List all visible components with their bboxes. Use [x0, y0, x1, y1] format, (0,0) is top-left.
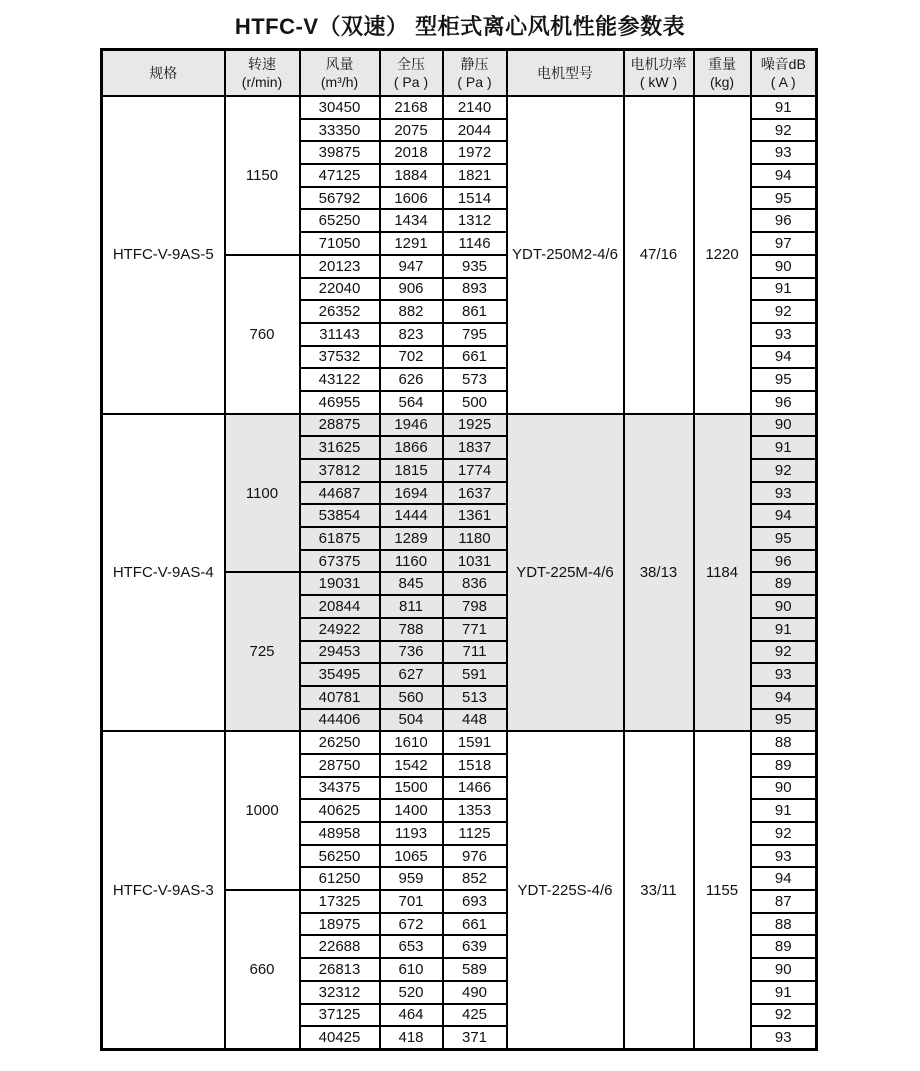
speed-cell: 1150	[225, 96, 300, 255]
static-pressure-cell: 1925	[443, 414, 507, 437]
noise-cell: 91	[751, 436, 817, 459]
airflow-cell: 71050	[300, 232, 380, 255]
total-pressure-cell: 626	[380, 368, 443, 391]
motor-power-cell: 38/13	[624, 414, 694, 732]
static-pressure-cell: 861	[443, 300, 507, 323]
noise-cell: 91	[751, 618, 817, 641]
header-line: ( Pa )	[393, 74, 429, 90]
noise-cell: 89	[751, 572, 817, 595]
noise-cell: 95	[751, 527, 817, 550]
airflow-cell: 46955	[300, 391, 380, 414]
header-line: ( kW )	[639, 74, 678, 90]
airflow-cell: 40625	[300, 799, 380, 822]
static-pressure-cell: 976	[443, 845, 507, 868]
header-line: 静压	[460, 55, 489, 72]
static-pressure-cell: 425	[443, 1004, 507, 1027]
airflow-cell: 67375	[300, 550, 380, 573]
airflow-cell: 61875	[300, 527, 380, 550]
total-pressure-cell: 1606	[380, 187, 443, 210]
header-line: ( A )	[770, 74, 796, 90]
noise-cell: 94	[751, 164, 817, 187]
airflow-cell: 47125	[300, 164, 380, 187]
static-pressure-cell: 371	[443, 1026, 507, 1049]
table-row	[102, 731, 817, 754]
airflow-cell: 26352	[300, 300, 380, 323]
total-pressure-cell: 1866	[380, 436, 443, 459]
airflow-cell: 22688	[300, 935, 380, 958]
total-pressure-cell: 560	[380, 686, 443, 709]
airflow-cell: 28875	[300, 414, 380, 437]
static-pressure-cell: 1466	[443, 777, 507, 800]
static-pressure-cell: 693	[443, 890, 507, 913]
noise-cell: 94	[751, 504, 817, 527]
header-cell	[300, 50, 380, 97]
noise-cell: 94	[751, 686, 817, 709]
weight-cell: 1155	[694, 731, 751, 1049]
static-pressure-cell: 1591	[443, 731, 507, 754]
speed-cell: 660	[225, 890, 300, 1049]
total-pressure-cell: 1542	[380, 754, 443, 777]
airflow-cell: 48958	[300, 822, 380, 845]
header-line: (kg)	[709, 74, 735, 90]
airflow-cell: 53854	[300, 504, 380, 527]
total-pressure-cell: 701	[380, 890, 443, 913]
static-pressure-cell: 771	[443, 618, 507, 641]
motor-model-cell: YDT-225M-4/6	[507, 414, 624, 732]
total-pressure-cell: 811	[380, 595, 443, 618]
noise-cell: 90	[751, 255, 817, 278]
total-pressure-cell: 2018	[380, 141, 443, 164]
noise-cell: 93	[751, 1026, 817, 1049]
noise-cell: 93	[751, 323, 817, 346]
header-cell	[380, 50, 443, 97]
total-pressure-cell: 464	[380, 1004, 443, 1027]
airflow-cell: 37125	[300, 1004, 380, 1027]
total-pressure-cell: 882	[380, 300, 443, 323]
airflow-cell: 32312	[300, 981, 380, 1004]
static-pressure-cell: 1312	[443, 209, 507, 232]
noise-cell: 95	[751, 709, 817, 732]
motor-model-cell: YDT-250M2-4/6	[507, 96, 624, 414]
spec-cell: HTFC-V-9AS-3	[102, 731, 225, 1049]
noise-cell: 95	[751, 368, 817, 391]
static-pressure-cell: 661	[443, 346, 507, 369]
noise-cell: 92	[751, 459, 817, 482]
total-pressure-cell: 1694	[380, 482, 443, 505]
airflow-cell: 40425	[300, 1026, 380, 1049]
total-pressure-cell: 788	[380, 618, 443, 641]
total-pressure-cell: 1815	[380, 459, 443, 482]
static-pressure-cell: 2044	[443, 119, 507, 142]
page-title: HTFC-V（双速） 型柜式离心风机性能参数表	[234, 14, 686, 39]
header-line: 电机功率	[630, 55, 687, 72]
airflow-cell: 44406	[300, 709, 380, 732]
static-pressure-cell: 661	[443, 913, 507, 936]
total-pressure-cell: 564	[380, 391, 443, 414]
airflow-cell: 31143	[300, 323, 380, 346]
header-line: 重量	[708, 55, 736, 72]
static-pressure-cell: 2140	[443, 96, 507, 119]
total-pressure-cell: 672	[380, 913, 443, 936]
airflow-cell: 17325	[300, 890, 380, 913]
total-pressure-cell: 823	[380, 323, 443, 346]
header-line: 噪音dB	[760, 55, 806, 72]
table-body	[102, 96, 817, 1049]
static-pressure-cell: 500	[443, 391, 507, 414]
noise-cell: 93	[751, 663, 817, 686]
total-pressure-cell: 1065	[380, 845, 443, 868]
total-pressure-cell: 845	[380, 572, 443, 595]
header-line: 风量	[325, 55, 354, 72]
noise-cell: 91	[751, 799, 817, 822]
static-pressure-cell: 1972	[443, 141, 507, 164]
header-cell	[507, 50, 624, 97]
header-cell	[694, 50, 751, 97]
static-pressure-cell: 1361	[443, 504, 507, 527]
table-header	[102, 50, 817, 97]
noise-cell: 87	[751, 890, 817, 913]
speed-cell: 760	[225, 255, 300, 414]
header-line: (r/min)	[241, 74, 283, 90]
table-row	[102, 96, 817, 119]
total-pressure-cell: 653	[380, 935, 443, 958]
airflow-cell: 56250	[300, 845, 380, 868]
static-pressure-cell: 573	[443, 368, 507, 391]
airflow-cell: 40781	[300, 686, 380, 709]
total-pressure-cell: 520	[380, 981, 443, 1004]
total-pressure-cell: 736	[380, 641, 443, 664]
noise-cell: 93	[751, 845, 817, 868]
noise-cell: 88	[751, 913, 817, 936]
airflow-cell: 28750	[300, 754, 380, 777]
total-pressure-cell: 504	[380, 709, 443, 732]
static-pressure-cell: 1146	[443, 232, 507, 255]
airflow-cell: 19031	[300, 572, 380, 595]
total-pressure-cell: 1444	[380, 504, 443, 527]
header-line: 电机型号	[537, 64, 593, 81]
static-pressure-cell: 1125	[443, 822, 507, 845]
header-cell	[624, 50, 694, 97]
total-pressure-cell: 1946	[380, 414, 443, 437]
static-pressure-cell: 589	[443, 958, 507, 981]
total-pressure-cell: 1610	[380, 731, 443, 754]
noise-cell: 97	[751, 232, 817, 255]
spec-cell: HTFC-V-9AS-4	[102, 414, 225, 732]
noise-cell: 90	[751, 595, 817, 618]
static-pressure-cell: 1353	[443, 799, 507, 822]
header-cell	[443, 50, 507, 97]
header-cell	[102, 50, 225, 97]
static-pressure-cell: 798	[443, 595, 507, 618]
total-pressure-cell: 1291	[380, 232, 443, 255]
total-pressure-cell: 1400	[380, 799, 443, 822]
noise-cell: 90	[751, 958, 817, 981]
total-pressure-cell: 1193	[380, 822, 443, 845]
header-line: 转速	[248, 55, 276, 72]
noise-cell: 93	[751, 141, 817, 164]
noise-cell: 93	[751, 482, 817, 505]
total-pressure-cell: 959	[380, 867, 443, 890]
noise-cell: 96	[751, 209, 817, 232]
params-table	[100, 48, 818, 1051]
airflow-cell: 34375	[300, 777, 380, 800]
total-pressure-cell: 610	[380, 958, 443, 981]
static-pressure-cell: 935	[443, 255, 507, 278]
static-pressure-cell: 513	[443, 686, 507, 709]
static-pressure-cell: 893	[443, 278, 507, 301]
speed-cell: 1000	[225, 731, 300, 890]
static-pressure-cell: 448	[443, 709, 507, 732]
weight-cell: 1184	[694, 414, 751, 732]
static-pressure-cell: 711	[443, 641, 507, 664]
static-pressure-cell: 1514	[443, 187, 507, 210]
airflow-cell: 37532	[300, 346, 380, 369]
airflow-cell: 18975	[300, 913, 380, 936]
airflow-cell: 20844	[300, 595, 380, 618]
static-pressure-cell: 490	[443, 981, 507, 1004]
total-pressure-cell: 2075	[380, 119, 443, 142]
noise-cell: 91	[751, 96, 817, 119]
airflow-cell: 29453	[300, 641, 380, 664]
static-pressure-cell: 1518	[443, 754, 507, 777]
noise-cell: 91	[751, 278, 817, 301]
total-pressure-cell: 1289	[380, 527, 443, 550]
total-pressure-cell: 947	[380, 255, 443, 278]
airflow-cell: 44687	[300, 482, 380, 505]
total-pressure-cell: 418	[380, 1026, 443, 1049]
airflow-cell: 33350	[300, 119, 380, 142]
motor-model-cell: YDT-225S-4/6	[507, 731, 624, 1049]
static-pressure-cell: 639	[443, 935, 507, 958]
static-pressure-cell: 1031	[443, 550, 507, 573]
spec-cell: HTFC-V-9AS-5	[102, 96, 225, 414]
header-cell	[751, 50, 817, 97]
static-pressure-cell: 1637	[443, 482, 507, 505]
airflow-cell: 56792	[300, 187, 380, 210]
static-pressure-cell: 1774	[443, 459, 507, 482]
total-pressure-cell: 702	[380, 346, 443, 369]
static-pressure-cell: 1837	[443, 436, 507, 459]
speed-cell: 725	[225, 572, 300, 731]
noise-cell: 91	[751, 981, 817, 1004]
noise-cell: 95	[751, 187, 817, 210]
noise-cell: 92	[751, 641, 817, 664]
total-pressure-cell: 627	[380, 663, 443, 686]
total-pressure-cell: 1160	[380, 550, 443, 573]
static-pressure-cell: 1821	[443, 164, 507, 187]
static-pressure-cell: 591	[443, 663, 507, 686]
header-line: ( Pa )	[457, 74, 492, 90]
airflow-cell: 35495	[300, 663, 380, 686]
total-pressure-cell: 2168	[380, 96, 443, 119]
total-pressure-cell: 906	[380, 278, 443, 301]
motor-power-cell: 33/11	[624, 731, 694, 1049]
noise-cell: 96	[751, 550, 817, 573]
noise-cell: 88	[751, 731, 817, 754]
airflow-cell: 65250	[300, 209, 380, 232]
airflow-cell: 31625	[300, 436, 380, 459]
table-row	[102, 414, 817, 437]
weight-cell: 1220	[694, 96, 751, 414]
header-row	[102, 50, 817, 97]
header-line: (m³/h)	[320, 74, 359, 90]
motor-power-cell: 47/16	[624, 96, 694, 414]
airflow-cell: 30450	[300, 96, 380, 119]
static-pressure-cell: 852	[443, 867, 507, 890]
airflow-cell: 22040	[300, 278, 380, 301]
noise-cell: 89	[751, 935, 817, 958]
airflow-cell: 37812	[300, 459, 380, 482]
noise-cell: 96	[751, 391, 817, 414]
noise-cell: 90	[751, 777, 817, 800]
total-pressure-cell: 1500	[380, 777, 443, 800]
noise-cell: 92	[751, 1004, 817, 1027]
static-pressure-cell: 836	[443, 572, 507, 595]
noise-cell: 90	[751, 414, 817, 437]
airflow-cell: 24922	[300, 618, 380, 641]
airflow-cell: 20123	[300, 255, 380, 278]
noise-cell: 94	[751, 346, 817, 369]
noise-cell: 94	[751, 867, 817, 890]
noise-cell: 92	[751, 119, 817, 142]
noise-cell: 89	[751, 754, 817, 777]
static-pressure-cell: 1180	[443, 527, 507, 550]
airflow-cell: 26813	[300, 958, 380, 981]
airflow-cell: 26250	[300, 731, 380, 754]
header-cell	[225, 50, 300, 97]
static-pressure-cell: 795	[443, 323, 507, 346]
noise-cell: 92	[751, 300, 817, 323]
total-pressure-cell: 1884	[380, 164, 443, 187]
header-line: 全压	[397, 55, 425, 72]
airflow-cell: 43122	[300, 368, 380, 391]
total-pressure-cell: 1434	[380, 209, 443, 232]
noise-cell: 92	[751, 822, 817, 845]
airflow-cell: 39875	[300, 141, 380, 164]
header-line: 规格	[149, 64, 178, 81]
speed-cell: 1100	[225, 414, 300, 573]
airflow-cell: 61250	[300, 867, 380, 890]
